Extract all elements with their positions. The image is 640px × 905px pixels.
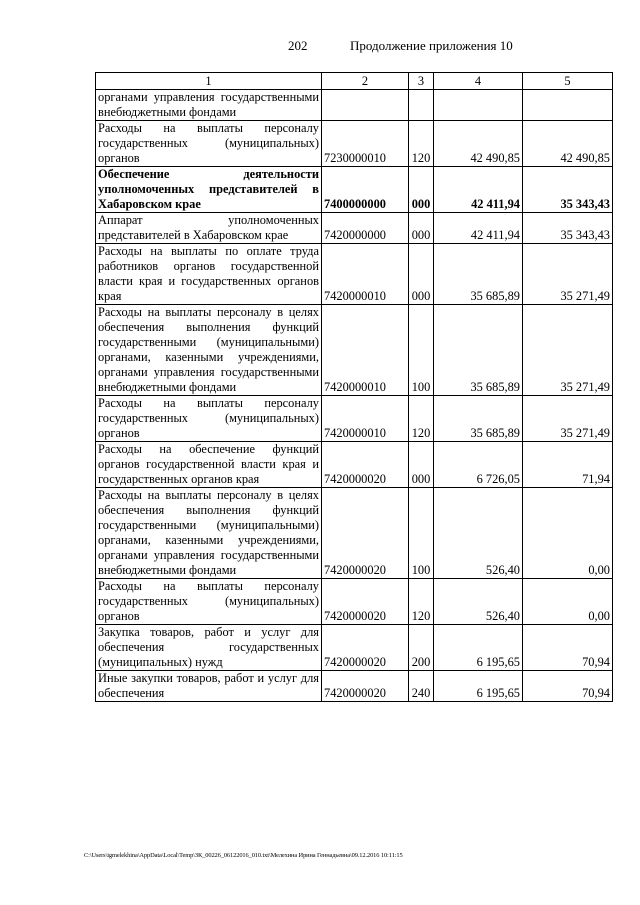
expense-type: 200 [409, 625, 434, 671]
row-name: Расходы на выплаты персоналу в целях обеспечения выполнения функций государственными (муниципальными) органами, казенными учреждениями, органами управления государственными внебюджетными фондами [96, 488, 322, 579]
column-header: 1 [96, 73, 322, 90]
page-number: 202 [288, 38, 308, 53]
amount-1: 35 685,89 [434, 244, 523, 305]
amount-2: 71,94 [523, 442, 613, 488]
amount-1: 6 726,05 [434, 442, 523, 488]
table-row [96, 121, 613, 167]
target-code: 7420000020 [322, 671, 409, 702]
row-name: Расходы на обеспечение функций органов государственной власти края и государственных органов края [96, 442, 322, 488]
target-code: 7420000010 [322, 396, 409, 442]
amount-2: 70,94 [523, 671, 613, 702]
row-name: Расходы на выплаты персоналу государственных (муниципальных) органов [96, 396, 322, 442]
row-name: Расходы на выплаты персоналу государственных (муниципальных) органов [96, 121, 322, 167]
target-code: 7420000020 [322, 442, 409, 488]
target-code: 7420000020 [322, 579, 409, 625]
row-name: Расходы на выплаты персоналу в целях обеспечения выполнения функций государственными (муниципальными) органами, казенными учреждениями, органами управления государственными внебюджетными фондами [96, 305, 322, 396]
expense-type: 100 [409, 488, 434, 579]
amount-1: 6 195,65 [434, 671, 523, 702]
file-path-footer: C:\Users\igmelekhina\AppData\Local\Temp\ЗК_00226_06122016_010.txt\Мелехина Ирина Геннадьевна\09.12.2016 10:11:15 [84, 852, 403, 859]
amount-1: 42 411,94 [434, 167, 523, 213]
amount-1: 42 490,85 [434, 121, 523, 167]
expense-type: 120 [409, 121, 434, 167]
table-row [96, 213, 613, 244]
amount-2: 35 271,49 [523, 396, 613, 442]
row-name: Закупка товаров, работ и услуг для обеспечения государственных (муниципальных) нужд [96, 625, 322, 671]
expense-type: 240 [409, 671, 434, 702]
column-header: 3 [409, 73, 434, 90]
amount-1 [434, 90, 523, 121]
column-header: 2 [322, 73, 409, 90]
table-row [96, 671, 613, 702]
table-row [96, 625, 613, 671]
amount-1: 35 685,89 [434, 305, 523, 396]
table-row [96, 579, 613, 625]
expense-type: 120 [409, 396, 434, 442]
amount-2: 0,00 [523, 488, 613, 579]
page-header [0, 38, 640, 58]
table-row-section [96, 167, 613, 213]
amount-2 [523, 90, 613, 121]
amount-1: 42 411,94 [434, 213, 523, 244]
row-name: Аппарат уполномоченных представителей в Хабаровском крае [96, 213, 322, 244]
amount-2: 35 271,49 [523, 244, 613, 305]
expense-type: 000 [409, 442, 434, 488]
amount-2: 35 343,43 [523, 213, 613, 244]
table-row [96, 90, 613, 121]
amount-1: 526,40 [434, 579, 523, 625]
row-name: Расходы на выплаты по оплате труда работников органов государственной власти края и государственных органов края [96, 244, 322, 305]
amount-1: 35 685,89 [434, 396, 523, 442]
amount-1: 6 195,65 [434, 625, 523, 671]
target-code: 7420000020 [322, 625, 409, 671]
expense-type: 000 [409, 167, 434, 213]
amount-2: 0,00 [523, 579, 613, 625]
expense-type [409, 90, 434, 121]
amount-2: 42 490,85 [523, 121, 613, 167]
target-code: 7420000010 [322, 305, 409, 396]
expense-type: 120 [409, 579, 434, 625]
target-code [322, 90, 409, 121]
amount-1: 526,40 [434, 488, 523, 579]
table-row [96, 488, 613, 579]
column-header: 5 [523, 73, 613, 90]
table-row [96, 244, 613, 305]
row-name: Иные закупки товаров, работ и услуг для обеспечения [96, 671, 322, 702]
target-code: 7420000000 [322, 213, 409, 244]
target-code: 7420000020 [322, 488, 409, 579]
target-code: 7230000010 [322, 121, 409, 167]
table-row [96, 305, 613, 396]
column-number-row [96, 73, 613, 90]
appendix-caption: Продолжение приложения 10 [350, 38, 513, 53]
row-name: Расходы на выплаты персоналу государственных (муниципальных) органов [96, 579, 322, 625]
row-name: Обеспечение деятельности уполномоченных представителей в Хабаровском крае [96, 167, 322, 213]
expense-type: 000 [409, 213, 434, 244]
budget-table [95, 72, 613, 702]
amount-2: 35 343,43 [523, 167, 613, 213]
expense-type: 000 [409, 244, 434, 305]
amount-2: 35 271,49 [523, 305, 613, 396]
target-code: 7420000010 [322, 244, 409, 305]
expense-type: 100 [409, 305, 434, 396]
table-row [96, 396, 613, 442]
row-name: органами управления государственными внебюджетными фондами [96, 90, 322, 121]
target-code: 7400000000 [322, 167, 409, 213]
table-row [96, 442, 613, 488]
amount-2: 70,94 [523, 625, 613, 671]
column-header: 4 [434, 73, 523, 90]
